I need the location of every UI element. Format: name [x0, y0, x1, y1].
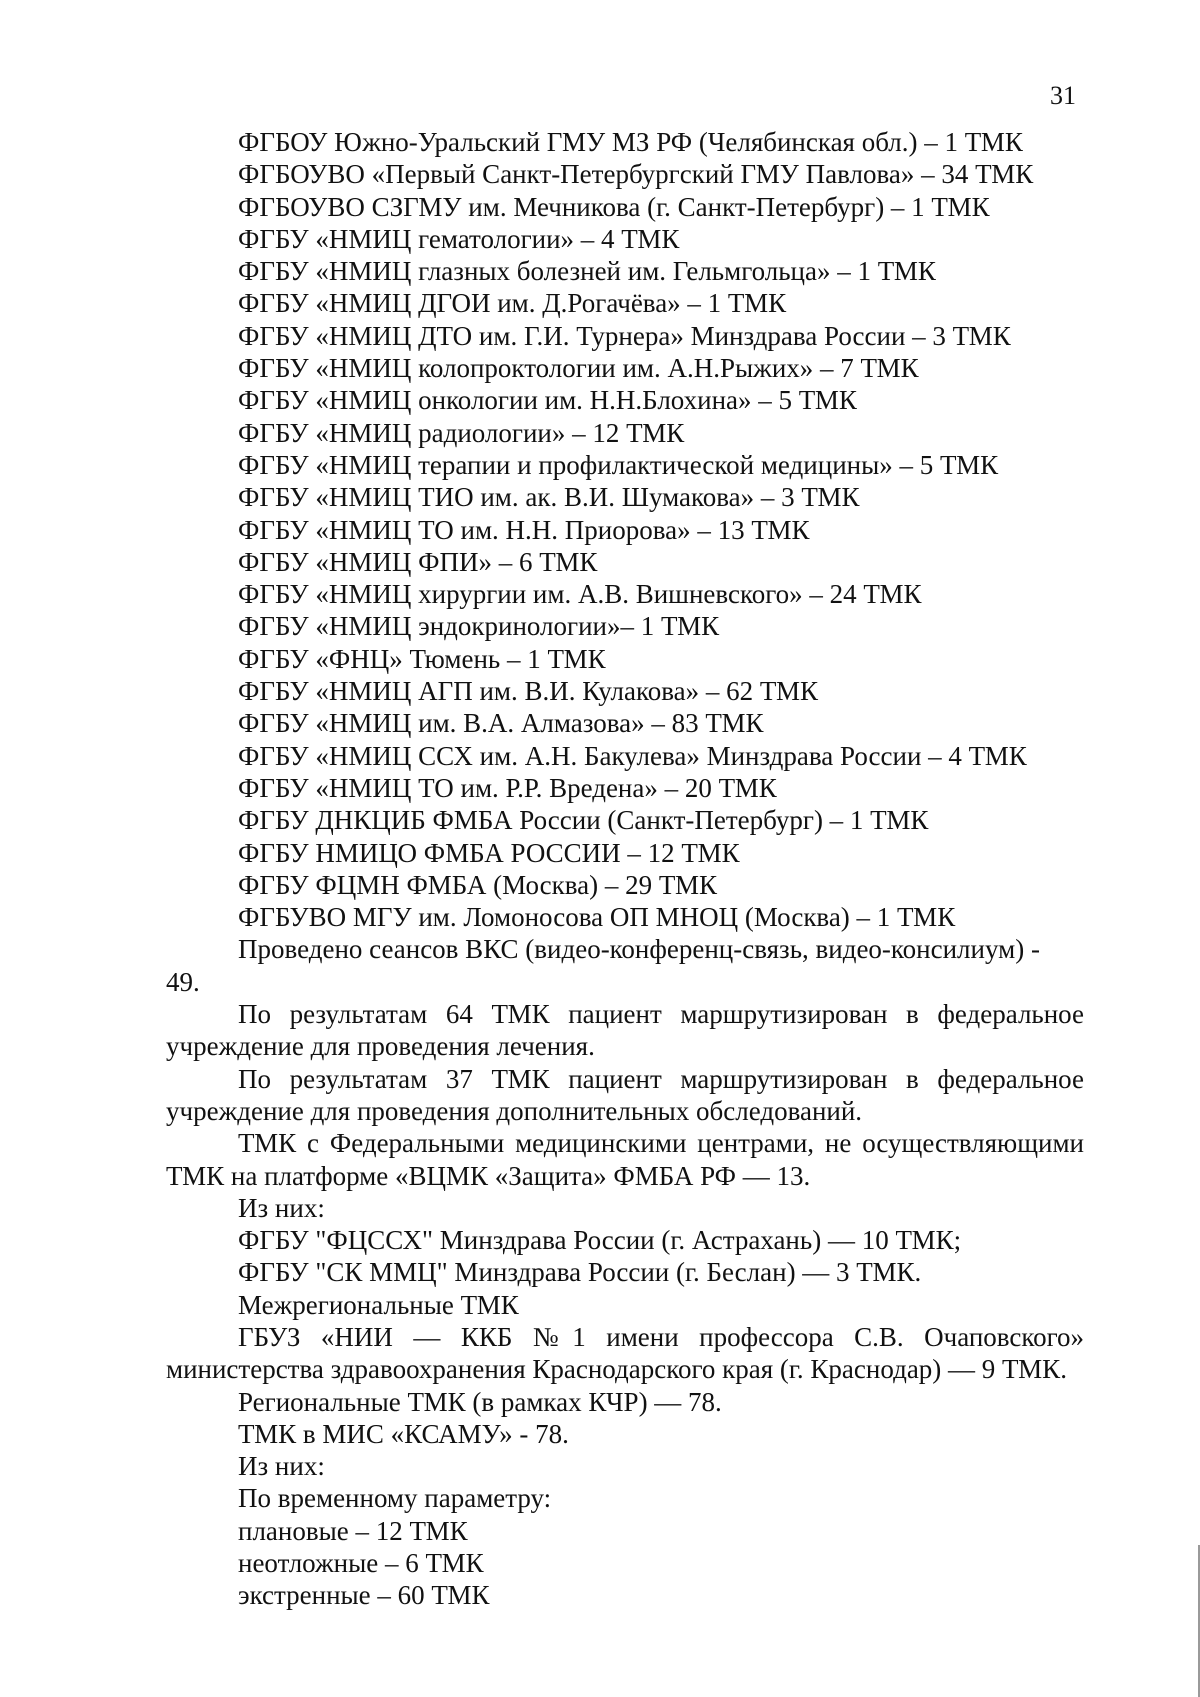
- list-item: ФГБОУВО «Первый Санкт-Петербургский ГМУ Павлова» – 34 ТМК: [238, 159, 1034, 190]
- list-item: ФГБУ «НМИЦ хирургии им. А.В. Вишневского» – 24 ТМК: [238, 579, 922, 610]
- list-item: ФГБУ «НМИЦ онкологии им. Н.Н.Блохина» – 5 ТМК: [238, 385, 857, 416]
- mis-consultations: ТМК в МИС «КСАМУ» - 78.: [238, 1418, 569, 1449]
- list-item: ФГБУ «НМИЦ ТО им. Н.Н. Приорова» – 13 ТМК: [238, 514, 810, 545]
- vks-sessions-text: Проведено сеансов ВКС (видео-конференц-связь, видео-консилиум) -: [238, 934, 1040, 965]
- list-item: ФГБУ «НМИЦ глазных болезней им. Гельмгольца» – 1 ТМК: [238, 256, 936, 287]
- federal-consultations-list: [166, 126, 1084, 933]
- list-item: ФГБУ «НМИЦ ТИО им. ак. В.И. Шумакова» – 3 ТМК: [238, 482, 860, 513]
- interregional-heading: Межрегиональные ТМК: [238, 1289, 519, 1320]
- list-item: ФГБУ «НМИЦ гематологии» – 4 ТМК: [238, 223, 680, 254]
- list-item: ФГБУ «НМИЦ терапии и профилактической медицины» – 5 ТМК: [238, 449, 999, 480]
- time-parameter-heading: По временному параметру:: [238, 1483, 552, 1514]
- of-them-label: Из них:: [238, 1451, 325, 1482]
- list-item: ФГБУ «НМИЦ радиологии» – 12 ТМК: [238, 417, 685, 448]
- list-item: ФГБУ «ФНЦ» Тюмень – 1 ТМК: [238, 643, 606, 674]
- list-item: ФГБУ «НМИЦ колопроктологии им. А.Н.Рыжих» – 7 ТМК: [238, 353, 919, 384]
- paragraph-examination: По результатам 37 ТМК пациент маршрутизирован в федеральное учреждение для проведения дополнительных обследований.: [166, 1063, 1084, 1126]
- list-item: плановые – 12 ТМК: [238, 1515, 468, 1546]
- list-item: ФГБУВО МГУ им. Ломоносова ОП МНОЦ (Москва) – 1 ТМК: [238, 902, 956, 933]
- list-item: ФГБУ «НМИЦ им. В.А. Алмазова» – 83 ТМК: [238, 708, 764, 739]
- vks-sessions-count: 49.: [166, 966, 200, 997]
- list-item: ФГБУ «НМИЦ ДТО им. Г.И. Турнера» Минздрава России – 3 ТМК: [238, 320, 1011, 351]
- paragraph-other-centers: ТМК с Федеральными медицинскими центрами, не осуществляющими ТМК на платформе «ВЦМК «Защита» ФМБА РФ — 13.: [166, 1128, 1084, 1191]
- of-them-label: Из них:: [238, 1192, 325, 1223]
- list-item: ФГБОУВО СЗГМУ им. Мечникова (г. Санкт-Петербург) – 1 ТМК: [238, 191, 990, 222]
- paragraph-interregional: ГБУЗ «НИИ — ККБ №1 имени профессора С.В. Очаповского» министерства здравоохранения Краснодарского края (г. Краснодар) — 9 ТМК.: [166, 1321, 1084, 1385]
- list-item: экстренные – 60 ТМК: [238, 1580, 490, 1611]
- list-item: неотложные – 6 ТМК: [238, 1548, 484, 1579]
- regional-consultations: Региональные ТМК (в рамках КЧР) — 78.: [238, 1386, 722, 1417]
- list-item: ФГБУ ФЦМН ФМБА (Москва) – 29 ТМК: [238, 869, 718, 900]
- list-item: ФГБУ НМИЦО ФМБА РОССИИ – 12 ТМК: [238, 837, 740, 868]
- list-item: ФГБОУ Южно-Уральский ГМУ МЗ РФ (Челябинская обл.) – 1 ТМК: [238, 127, 1023, 157]
- paragraph-treatment: По результатам 64 ТМК пациент маршрутизирован в федеральное учреждение для проведения лечения.: [166, 999, 1084, 1062]
- list-item: ФГБУ «НМИЦ ССХ им. А.Н. Бакулева» Минздрава России – 4 ТМК: [238, 740, 1027, 771]
- list-item: ФГБУ «НМИЦ АГП им. В.И. Кулакова» – 62 ТМК: [238, 676, 819, 707]
- document-body: [166, 126, 1084, 1612]
- page-number: 31: [1050, 81, 1076, 110]
- list-item: ФГБУ ДНКЦИБ ФМБА России (Санкт-Петербург) – 1 ТМК: [238, 805, 929, 836]
- list-item: ФГБУ «НМИЦ ДГОИ им. Д.Рогачёва» – 1 ТМК: [238, 288, 787, 319]
- time-breakdown-list: [166, 1515, 1084, 1612]
- list-item: ФГБУ "ФЦССХ" Минздрава России (г. Астрахань) — 10 ТМК;: [238, 1225, 962, 1256]
- list-item: ФГБУ «НМИЦ эндокринологии»– 1 ТМК: [238, 611, 720, 642]
- list-item: ФГБУ «НМИЦ ФПИ» – 6 ТМК: [238, 546, 598, 577]
- list-item: ФГБУ «НМИЦ ТО им. Р.Р. Вредена» – 20 ТМК: [238, 772, 777, 803]
- list-item: ФГБУ "СК ММЦ" Минздрава России (г. Беслан) — 3 ТМК.: [238, 1257, 922, 1288]
